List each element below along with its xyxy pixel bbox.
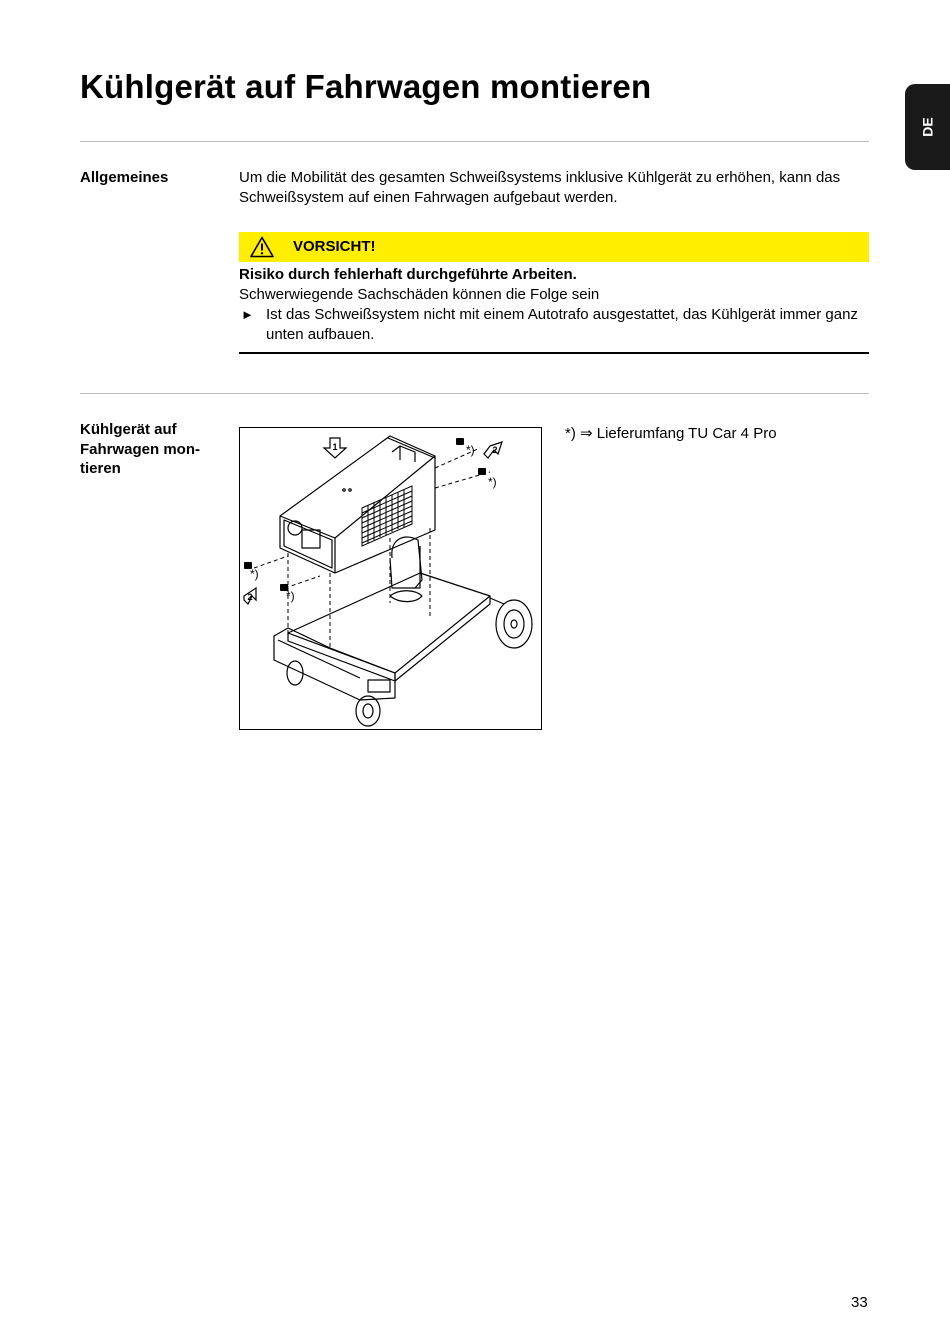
language-tab (905, 84, 950, 170)
caution-instruction-text: Ist das Schweißsystem nicht mit einem Autotrafo ausgestattet, das Kühlgerät immer ganz unten aufbauen. (266, 306, 858, 343)
screw-mark: *) (488, 475, 497, 489)
screw-mark: *) (466, 443, 475, 457)
screw-mark: *) (286, 589, 295, 603)
screw-mark: *) (250, 567, 259, 581)
heading-line: Fahrwagen mon- (80, 440, 201, 458)
section-divider (80, 393, 869, 394)
step-label: 2 (247, 592, 253, 602)
section-divider (80, 141, 869, 142)
caution-consequence: Schwerwiegende Sachschäden können die Folge sein (239, 286, 600, 303)
cooling-unit-trolley-drawing (240, 428, 541, 729)
page-title: Kühlgerät auf Fahrwagen montieren (80, 68, 652, 105)
page-number: 33 (851, 1294, 868, 1311)
caution-label: VORSICHT! (293, 238, 376, 255)
section-heading-mount (80, 420, 200, 479)
bullet-arrow-icon: ► (241, 307, 254, 322)
caution-banner (239, 232, 869, 262)
heading-line: Kühlgerät auf (80, 421, 177, 438)
section-heading-general: Allgemeines (80, 169, 169, 186)
language-label: DE (919, 117, 936, 137)
assembly-illustration (239, 427, 542, 730)
general-paragraph: Um die Mobilität des gesamten Schweißsystems inklusive Kühlgerät zu erhöhen, kann das Schweißsystem auf einen Fahrwagen aufgebaut werden. (239, 169, 841, 206)
caution-end-rule (239, 352, 869, 354)
warning-triangle-icon (250, 236, 274, 258)
heading-line: tieren (80, 460, 121, 477)
step-label: 2 (492, 445, 498, 455)
figure-footnote: *) ⇒ Lieferumfang TU Car 4 Pro (565, 425, 777, 442)
step-label: 1 (332, 442, 338, 452)
caution-title: Risiko durch fehlerhaft durchgeführte Arbeiten. (239, 266, 577, 283)
